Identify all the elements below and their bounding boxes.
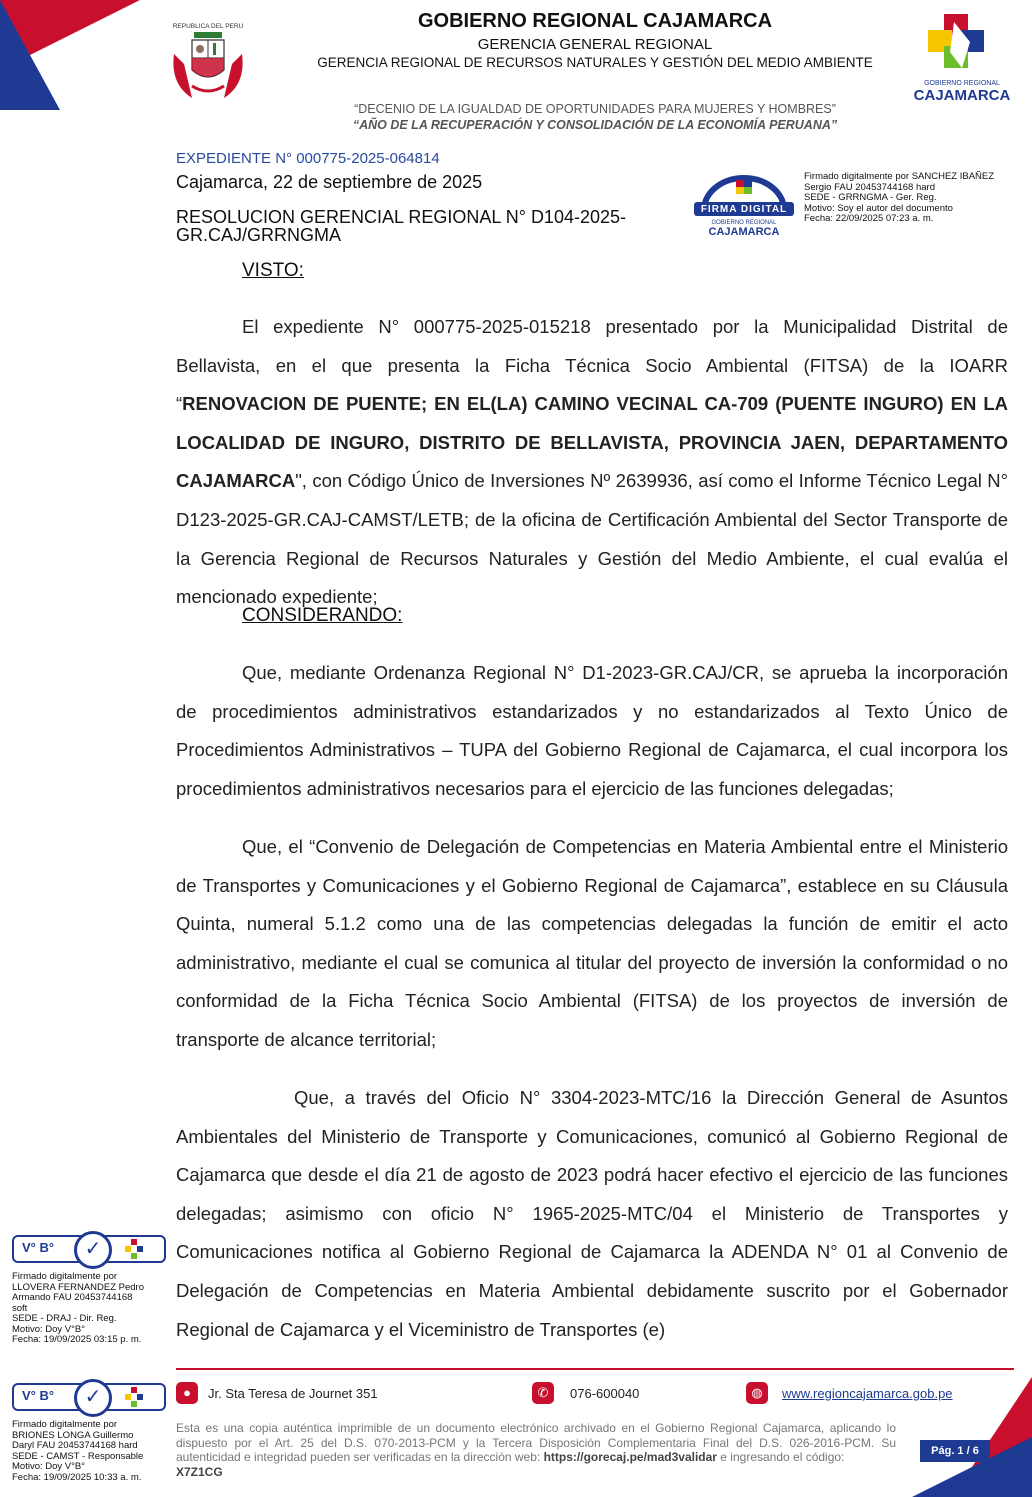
considerando-paragraph-2 bbox=[176, 828, 1008, 1060]
signature-line: Firmado digitalmente por SANCHEZ IBAÑEZ bbox=[804, 171, 995, 182]
location-pin-icon: ● bbox=[176, 1382, 198, 1404]
vb-stamp-2 bbox=[12, 1383, 166, 1411]
globe-icon: ◍ bbox=[746, 1382, 768, 1404]
vb-label: V° B° bbox=[22, 1388, 55, 1403]
vb-line: Armando FAU 20453744168 bbox=[12, 1292, 133, 1303]
logo-small-text: GOBIERNO REGIONAL bbox=[924, 80, 1000, 87]
signature-line: Fecha: 22/09/2025 07:23 a. m. bbox=[804, 213, 934, 224]
firma-logo-big: CAJAMARCA bbox=[708, 226, 780, 238]
document-date: Cajamarca, 22 de septiembre de 2025 bbox=[176, 172, 483, 192]
vb-line: Fecha: 19/09/2025 10:33 a. m. bbox=[12, 1471, 142, 1483]
header-subtitle: GERENCIA GENERAL REGIONAL bbox=[477, 36, 713, 53]
firma-digital-badge bbox=[694, 170, 794, 242]
paragraph-text: Que, mediante Ordenanza Regional N° D1-2023-GR.CAJ/CR, se aprueba la incorporación de procedimientos administrativos estandarizados y no estandarizados al Texto Único de Procedimientos Administrativos – TUPA del Gobierno Regional de Cajamarca, el cual incorpora los procedimientos administrativos necesarios para el ejercicio de las funciones delegadas; bbox=[176, 662, 1008, 799]
considerando-paragraph-3 bbox=[176, 1079, 1008, 1349]
visto-text-a: El expediente N° 000775-2025-015218 presentado por la Municipalidad Distrital de Bellavista, en el que presenta la Ficha Técnica Socio Ambiental (FITSA) de la IOARR “ bbox=[176, 316, 1008, 415]
footer-address: Jr. Sta Teresa de Journet 351 bbox=[208, 1386, 378, 1401]
checkmark-icon: ✓ bbox=[74, 1231, 112, 1269]
vb-line: SEDE - CAMST - Responsable bbox=[12, 1450, 144, 1462]
disclaimer-text: Esta es una copia auténtica imprimible de un documento electrónico archivado en el Gobierno Regional Cajamarca, aplicando lo dispuesto por el Art. 25 del D.S. 070-2013-PCM y la Tercera Disposición Complementaria Final del D.S. 026-2016-PCM. Su autenticidad e integridad pueden ser verificadas en la dirección web: bbox=[176, 1421, 896, 1464]
cajamarca-cross-icon bbox=[910, 12, 1014, 76]
page-number: Pág. 1 / 6 bbox=[920, 1440, 990, 1462]
project-name: RENOVACION DE PUENTE; EN EL(LA) CAMINO VECINAL CA-709 (PUENTE INGURO) EN LA LOCALIDAD DE INGURO, DISTRITO DE BELLAVISTA, PROVINCIA JAEN, DEPARTAMENTO CAJAMARCA bbox=[176, 393, 1008, 492]
svg-text:REPUBLICA DEL PERU: REPUBLICA DEL PERU bbox=[172, 23, 244, 30]
visto-heading: VISTO: bbox=[242, 260, 304, 281]
header-year-quote: “AÑO DE LA RECUPERACIÓN Y CONSOLIDACIÓN DE LA ECONOMÍA PERUANA” bbox=[352, 118, 838, 132]
paragraph-text: Que, el “Convenio de Delegación de Competencias en Materia Ambiental entre el Ministerio de Transportes y Comunicaciones y el Gobierno Regional de Cajamarca”, establece en su Cláusula Quinta, numeral 5.1.2 como una de las competencias delegadas la función de emitir el acto administrativo, mediante el cual se comunica al titular del proyecto de inversión la conformidad o no conformidad de la Ficha Técnica Socio Ambiental (FITSA) de los proyectos de inversión de transporte de alcance territorial; bbox=[176, 836, 1008, 1050]
vb-line: soft bbox=[12, 1302, 28, 1314]
firma-logo-small: GOBIERNO REGIONAL bbox=[711, 220, 777, 226]
vb-line: Fecha: 19/09/2025 03:15 p. m. bbox=[12, 1334, 142, 1345]
signature-line: Sergio FAU 20453744168 hard bbox=[804, 181, 935, 193]
checkmark-icon: ✓ bbox=[74, 1379, 112, 1417]
logo-big-text: CAJAMARCA bbox=[913, 87, 1011, 104]
vb-line: SEDE - DRAJ - Dir. Reg. bbox=[12, 1313, 117, 1324]
expediente-number: EXPEDIENTE N° 000775-2025-064814 bbox=[176, 150, 440, 167]
cajamarca-cross-icon bbox=[124, 1239, 144, 1259]
considerando-paragraph-1 bbox=[176, 654, 1008, 808]
peru-coat-of-arms-logo bbox=[170, 14, 246, 100]
vb-line: Motivo: Doy V°B° bbox=[12, 1323, 86, 1335]
validation-url[interactable]: https://gorecaj.pe/mad3validar bbox=[543, 1450, 717, 1464]
firma-digital-label: FIRMA DIGITAL bbox=[700, 204, 788, 215]
validation-code: X7Z1CG bbox=[176, 1464, 223, 1479]
vb-line: Firmado digitalmente por bbox=[12, 1271, 118, 1282]
header-department: GERENCIA REGIONAL DE RECURSOS NATURALES Y GESTIÓN DEL MEDIO AMBIENTE bbox=[317, 55, 873, 70]
vb-label: V° B° bbox=[22, 1240, 55, 1255]
signature-line: Motivo: Soy el autor del documento bbox=[804, 202, 953, 214]
vb-line: Motivo: Doy V°B° bbox=[12, 1461, 86, 1472]
vb-signature-2 bbox=[12, 1420, 164, 1483]
visto-text-b: ", con Código Único de Inversiones Nº 2639936, así como el Informe Técnico Legal N° D123-2025-GR.CAJ-CAMST/LETB; de la oficina de Certificación Ambiental del Sector Transporte de la Gerencia Regional de Recursos Naturales y Gestión del Medio Ambiente, el cual evalúa el mencionado expediente; bbox=[176, 470, 1008, 608]
vb-signature-1 bbox=[12, 1272, 164, 1346]
corner-decoration-blue bbox=[0, 0, 60, 110]
vb-line: Firmado digitalmente por bbox=[12, 1419, 118, 1430]
vb-line: LLOVERA FERNANDEZ Pedro bbox=[12, 1281, 144, 1293]
vb-line: BRIONES LONGA Guillermo bbox=[12, 1429, 134, 1441]
visto-paragraph bbox=[176, 308, 1008, 617]
vb-line: Daryl FAU 20453744168 hard bbox=[12, 1440, 138, 1451]
considerando-heading: CONSIDERANDO: bbox=[242, 605, 403, 626]
phone-icon: ✆ bbox=[532, 1382, 554, 1404]
vb-stamp-1 bbox=[12, 1235, 166, 1263]
footer-phone: 076-600040 bbox=[570, 1386, 640, 1401]
footer-website-link[interactable]: www.regioncajamarca.gob.pe bbox=[782, 1386, 953, 1401]
resolution-title: RESOLUCION GERENCIAL REGIONAL N° D104-2025-GR.CAJ/GRRNGMA bbox=[176, 207, 626, 245]
digital-signature-details bbox=[804, 172, 994, 225]
authenticity-disclaimer bbox=[176, 1421, 896, 1479]
paragraph-text: Que, a través del Oficio N° 3304-2023-MTC/16 la Dirección General de Asuntos Ambientales del Ministerio de Transporte y Comunicaciones, comunicó al Gobierno Regional de Cajamarca que desde el día 21 de agosto de 2023 podrá hacer efectivo el ejercicio de las funciones delegadas; asimismo con oficio N° 1965-2025-MTC/04 el Ministerio de Transportes y Comunicaciones notifica al Gobierno Regional de Cajamarca la ADENDA N° 01 al Convenio de Delegación de Competencias en Materia Ambiental debidamente suscrito por el Gobernador Regional de Cajamarca y el Viceministro de Transportes (e) bbox=[176, 1087, 1008, 1340]
cajamarca-cross-icon bbox=[124, 1387, 144, 1407]
disclaimer-text: e ingresando el código: bbox=[716, 1450, 845, 1464]
gobierno-regional-cajamarca-logo bbox=[910, 12, 1014, 102]
header-title: GOBIERNO REGIONAL CAJAMARCA bbox=[417, 10, 773, 32]
signature-line: SEDE - GRRNGMA - Ger. Reg. bbox=[804, 192, 937, 203]
footer-divider bbox=[176, 1368, 1014, 1370]
header-decade-quote: “DECENIO DE LA IGUALDAD DE OPORTUNIDADES PARA MUJERES Y HOMBRES” bbox=[354, 102, 836, 116]
